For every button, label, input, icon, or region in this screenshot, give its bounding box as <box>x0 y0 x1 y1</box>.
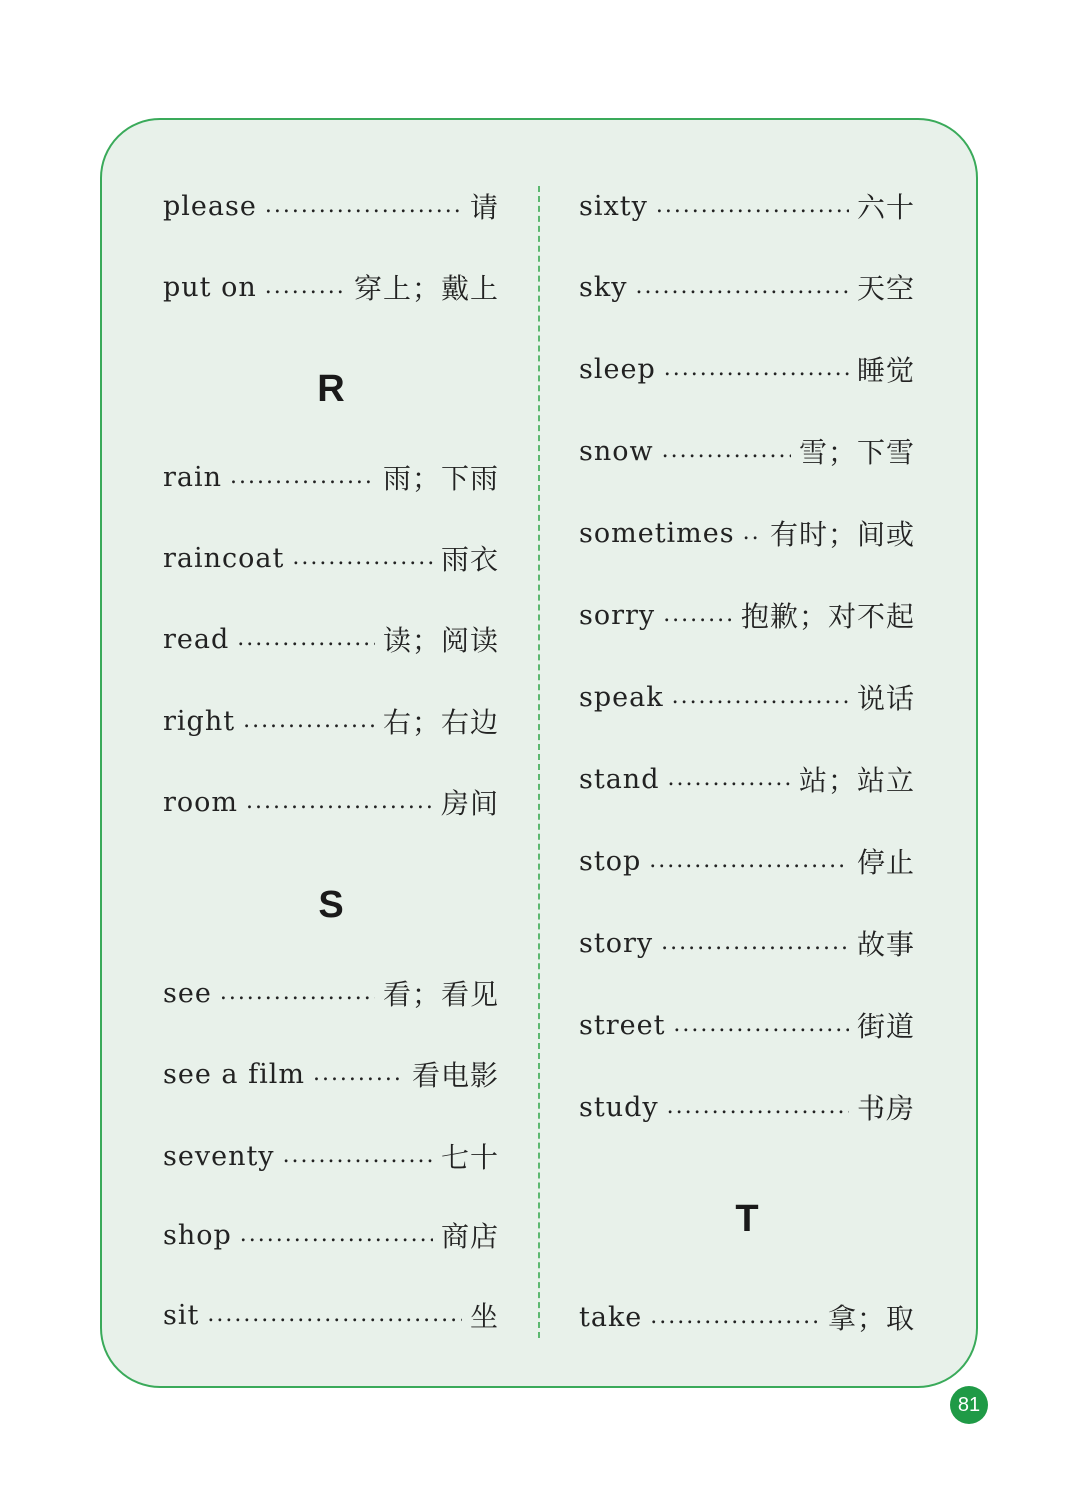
entry-word: shop <box>163 1219 232 1251</box>
leader-dots <box>635 267 849 307</box>
vocab-entry <box>579 677 915 717</box>
entry-word: sky <box>579 271 628 303</box>
vocab-entry <box>579 923 915 963</box>
vocab-entry <box>579 1297 915 1337</box>
entry-word: raincoat <box>163 542 285 574</box>
entry-meaning: 书房 <box>856 1092 915 1125</box>
leader-dots <box>649 841 849 881</box>
entry-word: see <box>163 977 212 1009</box>
leader-dots <box>661 923 849 963</box>
leader-dots <box>664 349 849 389</box>
entry-word: please <box>163 190 257 222</box>
vocab-entry <box>163 1054 499 1094</box>
entry-word: take <box>579 1301 643 1333</box>
leader-dots <box>663 595 733 635</box>
vocab-entry <box>163 701 499 741</box>
leader-dots <box>672 677 849 717</box>
entry-word: rain <box>163 461 223 493</box>
page-number-badge: 81 <box>950 1386 988 1424</box>
entry-meaning: 看电影 <box>411 1059 499 1092</box>
leader-dots <box>673 1005 849 1045</box>
leader-dots <box>313 1054 404 1094</box>
entry-word: put on <box>163 271 257 303</box>
vocab-entry <box>163 267 499 307</box>
leader-dots <box>265 186 462 226</box>
vocab-entry <box>163 457 499 497</box>
entry-word: room <box>163 786 239 818</box>
entry-meaning: 穿上；戴上 <box>353 272 499 305</box>
entry-meaning: 商店 <box>440 1220 499 1253</box>
entry-meaning: 看；看见 <box>382 978 499 1011</box>
entry-meaning: 坐 <box>469 1300 499 1333</box>
entry-meaning: 天空 <box>856 272 915 305</box>
vocab-entry <box>579 759 915 799</box>
vocab-entry <box>579 349 915 389</box>
entry-meaning: 右；右边 <box>382 706 499 739</box>
entry-meaning: 雨；下雨 <box>382 462 499 495</box>
entry-meaning: 说话 <box>856 682 915 715</box>
vocab-entry <box>163 186 499 226</box>
leader-dots <box>667 759 791 799</box>
vocab-entry <box>579 841 915 881</box>
entry-meaning: 拿；取 <box>827 1302 915 1335</box>
entry-word: stand <box>579 763 660 795</box>
vocab-entry <box>579 267 915 307</box>
leader-dots <box>650 1297 820 1337</box>
vocab-entry <box>579 595 915 635</box>
entry-word: street <box>579 1009 666 1041</box>
section-letter-r: R <box>317 368 345 410</box>
section-letter-s: S <box>318 884 344 926</box>
leader-dots <box>230 457 375 497</box>
vocab-entry <box>163 1215 499 1255</box>
entry-word: stop <box>579 845 642 877</box>
entry-word: right <box>163 705 236 737</box>
entry-meaning: 七十 <box>440 1141 499 1174</box>
entry-word: see a film <box>163 1058 305 1090</box>
entry-meaning: 雨衣 <box>440 543 499 576</box>
entry-word: sleep <box>579 353 656 385</box>
vocab-entry <box>163 1295 499 1335</box>
entry-meaning: 抱歉；对不起 <box>740 600 915 633</box>
leader-dots <box>743 513 762 553</box>
entry-word: sorry <box>579 599 656 631</box>
entry-meaning: 六十 <box>856 191 915 224</box>
entry-word: seventy <box>163 1140 275 1172</box>
leader-dots <box>667 1087 849 1127</box>
entry-meaning: 街道 <box>856 1010 915 1043</box>
leader-dots <box>243 701 375 741</box>
leader-dots <box>283 1136 433 1176</box>
leader-dots <box>662 431 791 471</box>
entry-meaning: 雪；下雪 <box>798 436 915 469</box>
leader-dots <box>656 186 849 226</box>
entry-word: speak <box>579 681 664 713</box>
leader-dots <box>207 1295 462 1335</box>
entry-meaning: 读；阅读 <box>382 624 499 657</box>
leader-dots <box>246 782 433 822</box>
entry-word: study <box>579 1091 659 1123</box>
vocab-entry <box>579 1087 915 1127</box>
entry-word: sometimes <box>579 517 735 549</box>
vocab-entry <box>163 1136 499 1176</box>
column-divider <box>538 186 540 1338</box>
entry-word: story <box>579 927 654 959</box>
leader-dots <box>265 267 346 307</box>
entry-word: sit <box>163 1299 200 1331</box>
entry-meaning: 故事 <box>856 928 915 961</box>
entry-meaning: 房间 <box>440 787 499 820</box>
vocab-entry <box>579 1005 915 1045</box>
vocab-entry <box>579 431 915 471</box>
entry-meaning: 站；站立 <box>798 764 915 797</box>
entry-meaning: 有时；间或 <box>769 518 915 551</box>
vocab-entry <box>163 973 499 1013</box>
leader-dots <box>220 973 375 1013</box>
vocab-entry <box>579 513 915 553</box>
vocab-entry <box>579 186 915 226</box>
vocab-entry <box>163 782 499 822</box>
vocab-entry <box>163 619 499 659</box>
entry-word: sixty <box>579 190 648 222</box>
entry-word: snow <box>579 435 654 467</box>
leader-dots <box>240 1215 433 1255</box>
vocab-entry <box>163 538 499 578</box>
entry-word: read <box>163 623 230 655</box>
leader-dots <box>292 538 433 578</box>
leader-dots <box>237 619 375 659</box>
section-letter-t: T <box>735 1198 759 1240</box>
entry-meaning: 停止 <box>856 846 915 879</box>
entry-meaning: 请 <box>469 191 499 224</box>
entry-meaning: 睡觉 <box>856 354 915 387</box>
